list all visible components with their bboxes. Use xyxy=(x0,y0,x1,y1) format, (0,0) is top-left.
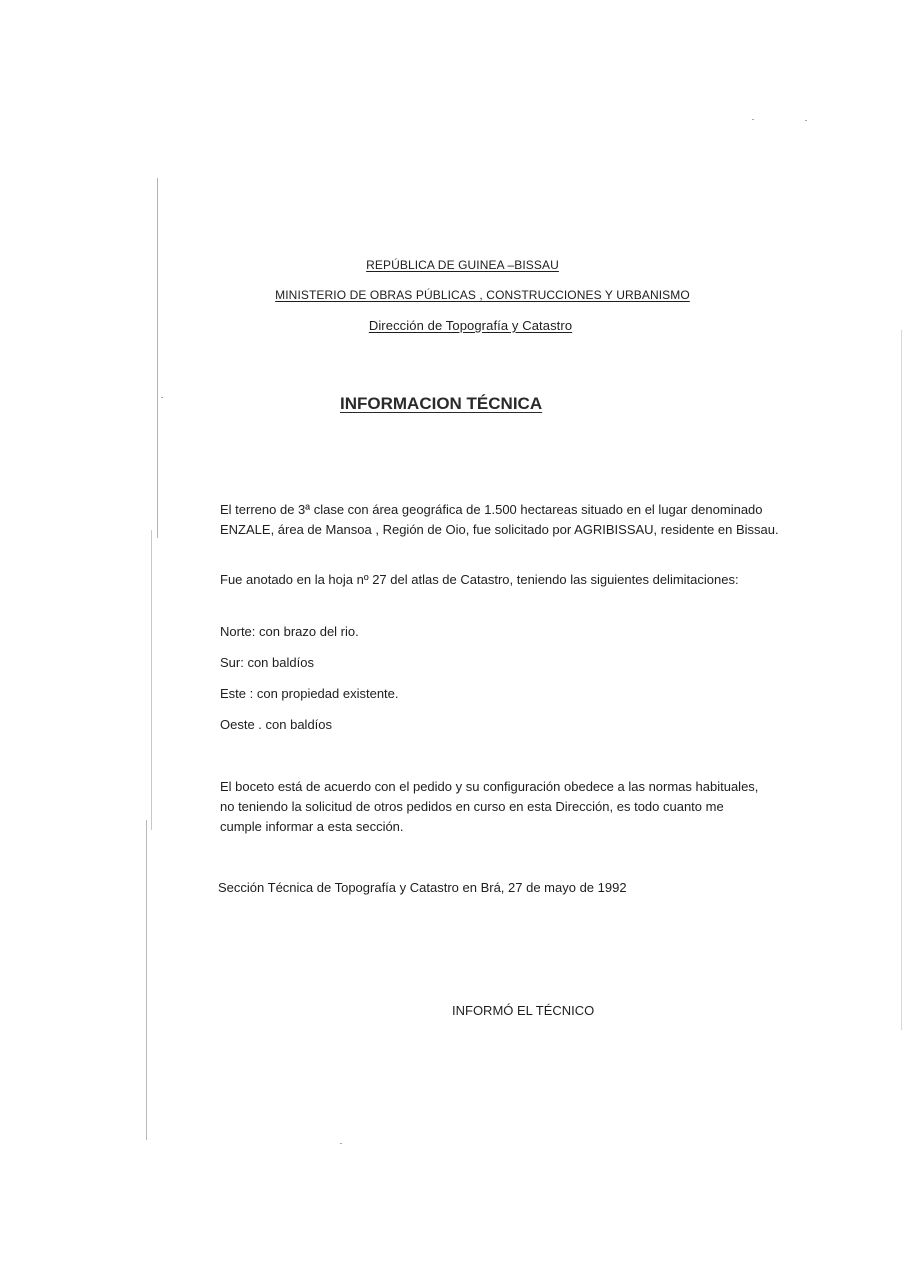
scan-speck xyxy=(161,397,163,398)
scan-margin-line xyxy=(157,178,158,538)
paragraph-atlas-record: Fue anotado en la hoja nº 27 del atlas de Catastro, teniendo las siguientes delimitaciones: xyxy=(220,572,739,587)
limit-east: Este : con propiedad existente. xyxy=(220,686,399,701)
header-republic: REPÚBLICA DE GUINEA –BISSAU xyxy=(366,258,559,272)
document-title: INFORMACION TÉCNICA xyxy=(340,394,543,413)
scan-speck xyxy=(805,120,807,121)
scan-margin-line xyxy=(151,530,152,830)
limit-south: Sur: con baldíos xyxy=(220,655,314,670)
scan-speck xyxy=(752,119,754,120)
scan-speck xyxy=(340,1143,342,1144)
limit-west: Oeste . con baldíos xyxy=(220,717,333,732)
header-directorate: Dirección de Topografía y Catastro xyxy=(368,318,573,333)
place-and-date: Sección Técnica de Topografía y Catastro en Brá, 27 de mayo de 1992 xyxy=(218,880,627,895)
signoff-technician: INFORMÓ EL TÉCNICO xyxy=(452,1003,595,1018)
scan-margin-line xyxy=(146,820,147,1140)
paragraph-land-description: El terreno de 3ª clase con área geográfica de 1.500 hectareas situado en el lugar denominado ENZALE, área de Mansoa , Región de Oio, fue solicitado por AGRIBISSAU, residente en Bissau. xyxy=(220,502,779,537)
scan-page-edge xyxy=(901,330,902,1030)
header-ministry: MINISTERIO DE OBRAS PÚBLICAS , CONSTRUCCIONES Y URBANISMO xyxy=(275,288,690,302)
limit-north: Norte: con brazo del rio. xyxy=(220,624,359,639)
paragraph-conclusion: El boceto está de acuerdo con el pedido y su configuración obedece a las normas habituales, no teniendo la solicitud de otros pedidos en curso en esta Dirección, es todo cuanto me cumple informar a esta sección. xyxy=(220,779,759,834)
